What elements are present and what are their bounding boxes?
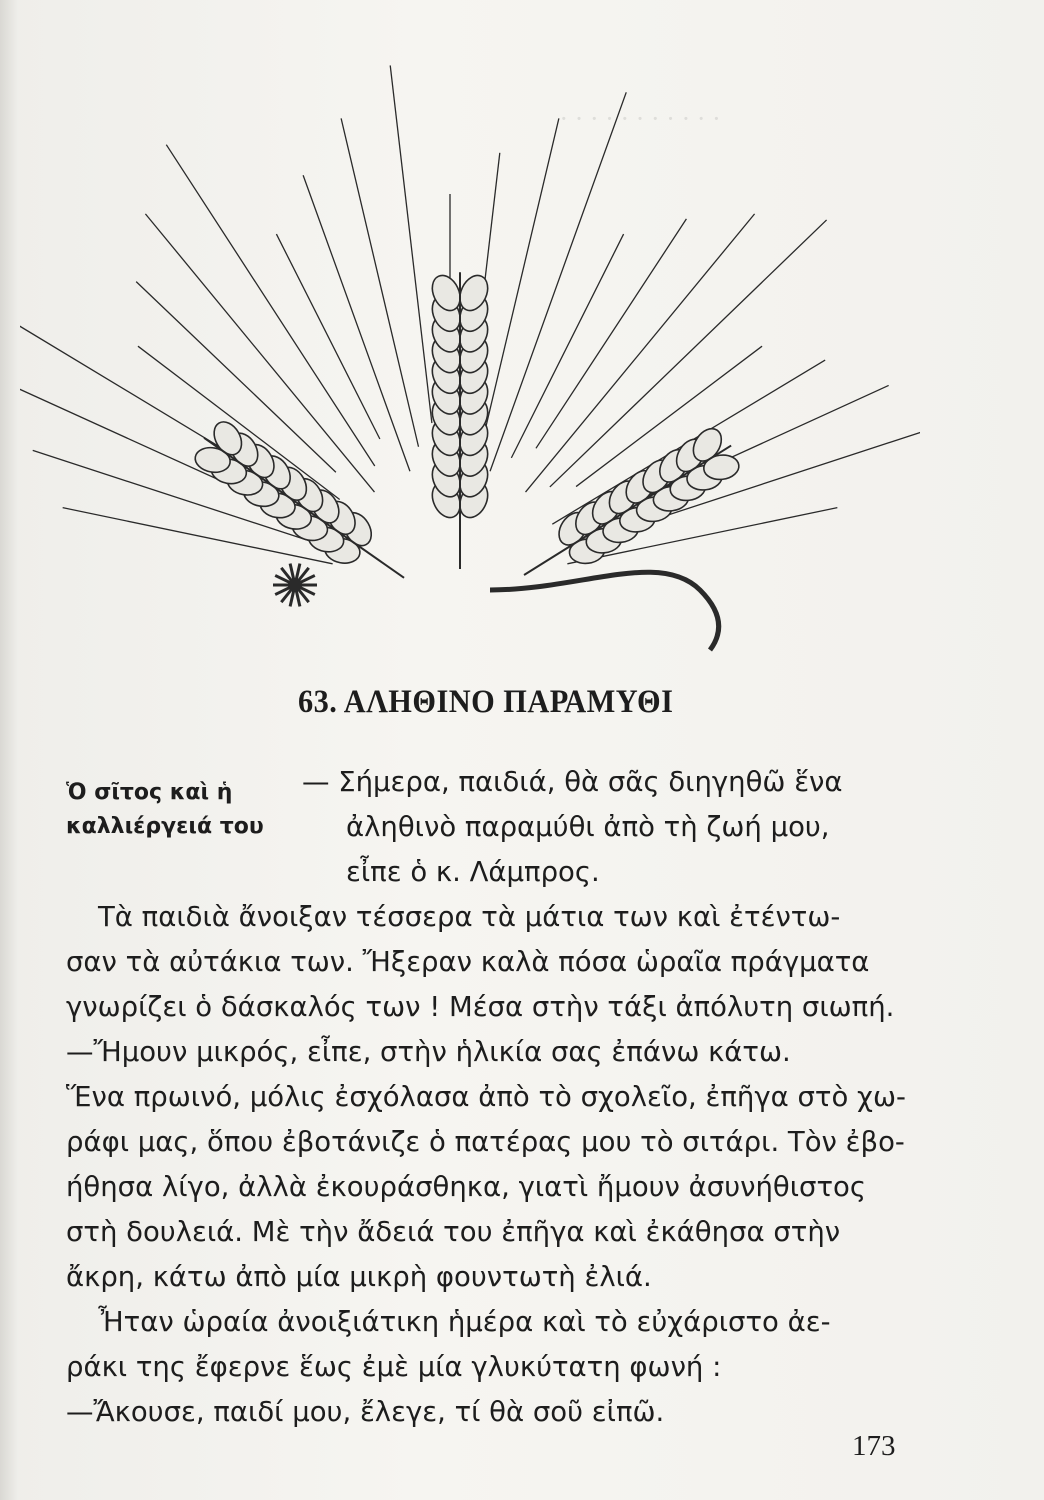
- text-line: στὴ δουλειά. Μὲ τὴν ἄδειά του ἐπῆγα καὶ ἐκάθησα στὴν: [66, 1216, 841, 1248]
- page-number: 173: [852, 1430, 896, 1462]
- text-line: ράκι της ἔφερνε ἕως ἐμὲ μία γλυκύτατη φωνή :: [66, 1351, 722, 1383]
- body-text: [66, 760, 906, 1435]
- cornflower-center: [288, 578, 302, 592]
- text-line: ήθησα λίγο, ἀλλὰ ἐκουράσθηκα, γιατὶ ἤμουν ἀσυνήθιστος: [66, 1171, 866, 1203]
- text-line: ἄκρη, κάτω ἀπὸ μία μικρὴ φουντωτὴ ἐλιά.: [66, 1261, 652, 1293]
- wheat-stem: [204, 438, 404, 578]
- margin-note-line: καλλιέργειά του: [66, 814, 264, 839]
- text-line: ράφι μας, ὅπου ἐβοτάνιζε ὁ πατέρας μου τὸ σιτάρι. Τὸν ἐβο-: [66, 1126, 905, 1158]
- text-line: γνωρίζει ὁ δάσκαλός των ! Μέσα στὴν τάξι ἀπόλυτη σιωπή.: [66, 991, 895, 1023]
- text-line: —Ἤμουν μικρός, εἶπε, στὴν ἡλικία σας ἐπάνω κάτω.: [66, 1036, 791, 1068]
- wheat-ear: [427, 271, 493, 569]
- text-line: ἀληθινὸ παραμύθι ἀπὸ τὴ ζωή μου,: [346, 811, 830, 843]
- page-gutter-shadow: [0, 0, 18, 1500]
- text-line: Τὰ παιδιὰ ἄνοιξαν τέσσερα τὰ μάτια των καὶ ἐτέντω-: [98, 901, 841, 933]
- wheat-awn: [276, 234, 379, 439]
- wheat-awn: [303, 175, 410, 471]
- wheat-awn: [526, 214, 755, 492]
- text-line: Ἦταν ὡραία ἀνοιξιάτικη ἡμέρα καὶ τὸ εὐχάριστο ἀε-: [98, 1306, 831, 1338]
- wheat-awn: [536, 219, 686, 448]
- wheat-leaf: [490, 572, 719, 650]
- wheat-ears-with-cornflower-icon: [20, 30, 920, 670]
- wheat-awn: [341, 118, 418, 446]
- text-line: σαν τὰ αὐτάκια των. Ἤξεραν καλὰ πόσα ὡραῖα πράγματα: [66, 946, 870, 978]
- text-line: — Σήμερα, παιδιά, θὰ σᾶς διηγηθῶ ἕνα: [302, 766, 843, 798]
- text-line: εἶπε ὁ κ. Λάμπρος.: [346, 856, 600, 888]
- wheat-awn: [166, 145, 374, 466]
- wheat-awn: [511, 234, 623, 458]
- wheat-awn: [390, 65, 432, 423]
- text-line: Ἕνα πρωινό, μόλις ἐσχόλασα ἀπὸ τὸ σχολεῖο, ἐπῆγα στὸ χω-: [66, 1081, 906, 1113]
- chapter-title: 63. ΑΛΗΘΙΝΟ ΠΑΡΑΜΥΘΙ: [298, 684, 674, 720]
- bleed-through-text: · · · · · · · · · · ·: [560, 105, 721, 133]
- text-line: —Ἄκουσε, παιδί μου, ἔλεγε, τί θὰ σοῦ εἰπῶ.: [66, 1396, 665, 1428]
- wheat-stem: [524, 446, 731, 575]
- margin-note-line: Ὁ σῖτος καὶ ἡ: [66, 780, 233, 805]
